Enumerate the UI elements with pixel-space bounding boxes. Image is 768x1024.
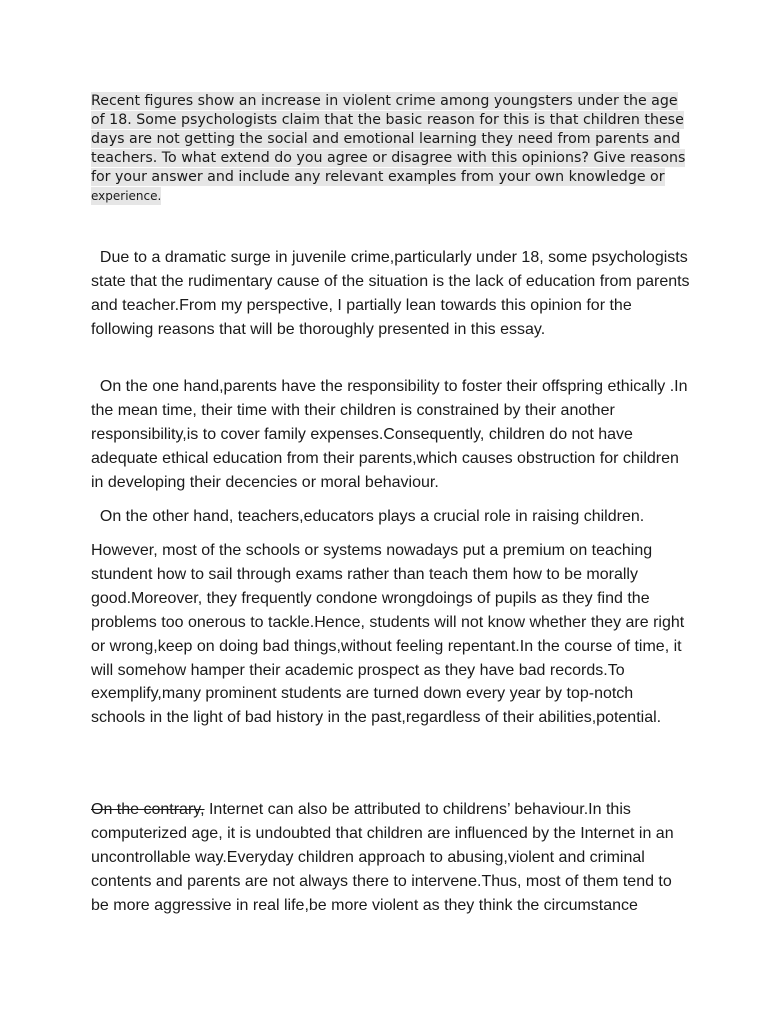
paragraph-3-text: Internet can also be attributed to childrens’ behaviour.In this computerized age, it is undoubted that children are influenced by the Internet in an uncontrollable way.Everyday children approach to abusing,violent and criminal contents and parents are not always there to intervene.Thus, most of them tend to be more aggressive in real life,be more violent as they think the circumstance (91, 801, 674, 914)
prompt-text: Recent figures show an increase in violent crime among youngsters under the age of 18. Some psychologists claim that the basic reason for this is that children these days are not getting the social and emotional learning they need from parents and teachers. To what extend do you agree or disagree with this opinions? Give reasons for your answer and include any relevant examples from your own knowledge or (91, 93, 686, 186)
essay-prompt (91, 92, 691, 207)
prompt-tail: experience. (91, 189, 162, 204)
essay-intro-paragraph: Due to a dramatic surge in juvenile crime,particularly under 18, some psychologists state that the rudimentary cause of the situation is the lack of education from parents and teacher.From my perspective, I partially lean towards this opinion for the following reasons that will be thoroughly presented in this essay. (91, 249, 695, 338)
essay-body-paragraph-1: On the one hand,parents have the responsibility to foster their offspring ethically .In the mean time, their time with their children is constrained by their another responsibility,is to cover family expenses.Consequently, children do not have adequate ethical education from their parents,which causes obstruction for children in developing their decencies or moral behaviour. (91, 378, 692, 491)
essay-body-paragraph-3 (91, 798, 691, 918)
essay-body-paragraph-2-lead: On the other hand, teachers,educators plays a crucial role in raising children. (91, 508, 645, 525)
struck-text: On the contrary, (91, 801, 205, 818)
essay-body-paragraph-2: However, most of the schools or systems nowadays put a premium on teaching stundent how to sail through exams rather than teach them how to be morally good.Moreover, they frequently condone wrongdoings of pupils as they find the problems too onerous to tackle.Hence, students will not know whether they are right or wrong,keep on doing bad things,without feeling repentant.In the course of time, it will somehow hamper their academic prospect as they have bad records.To exemplify,many prominent students are turned down every year by top-notch schools in the light of bad history in the past,regardless of their abilities,potential. (91, 542, 685, 727)
prompt-highlight (91, 92, 685, 205)
